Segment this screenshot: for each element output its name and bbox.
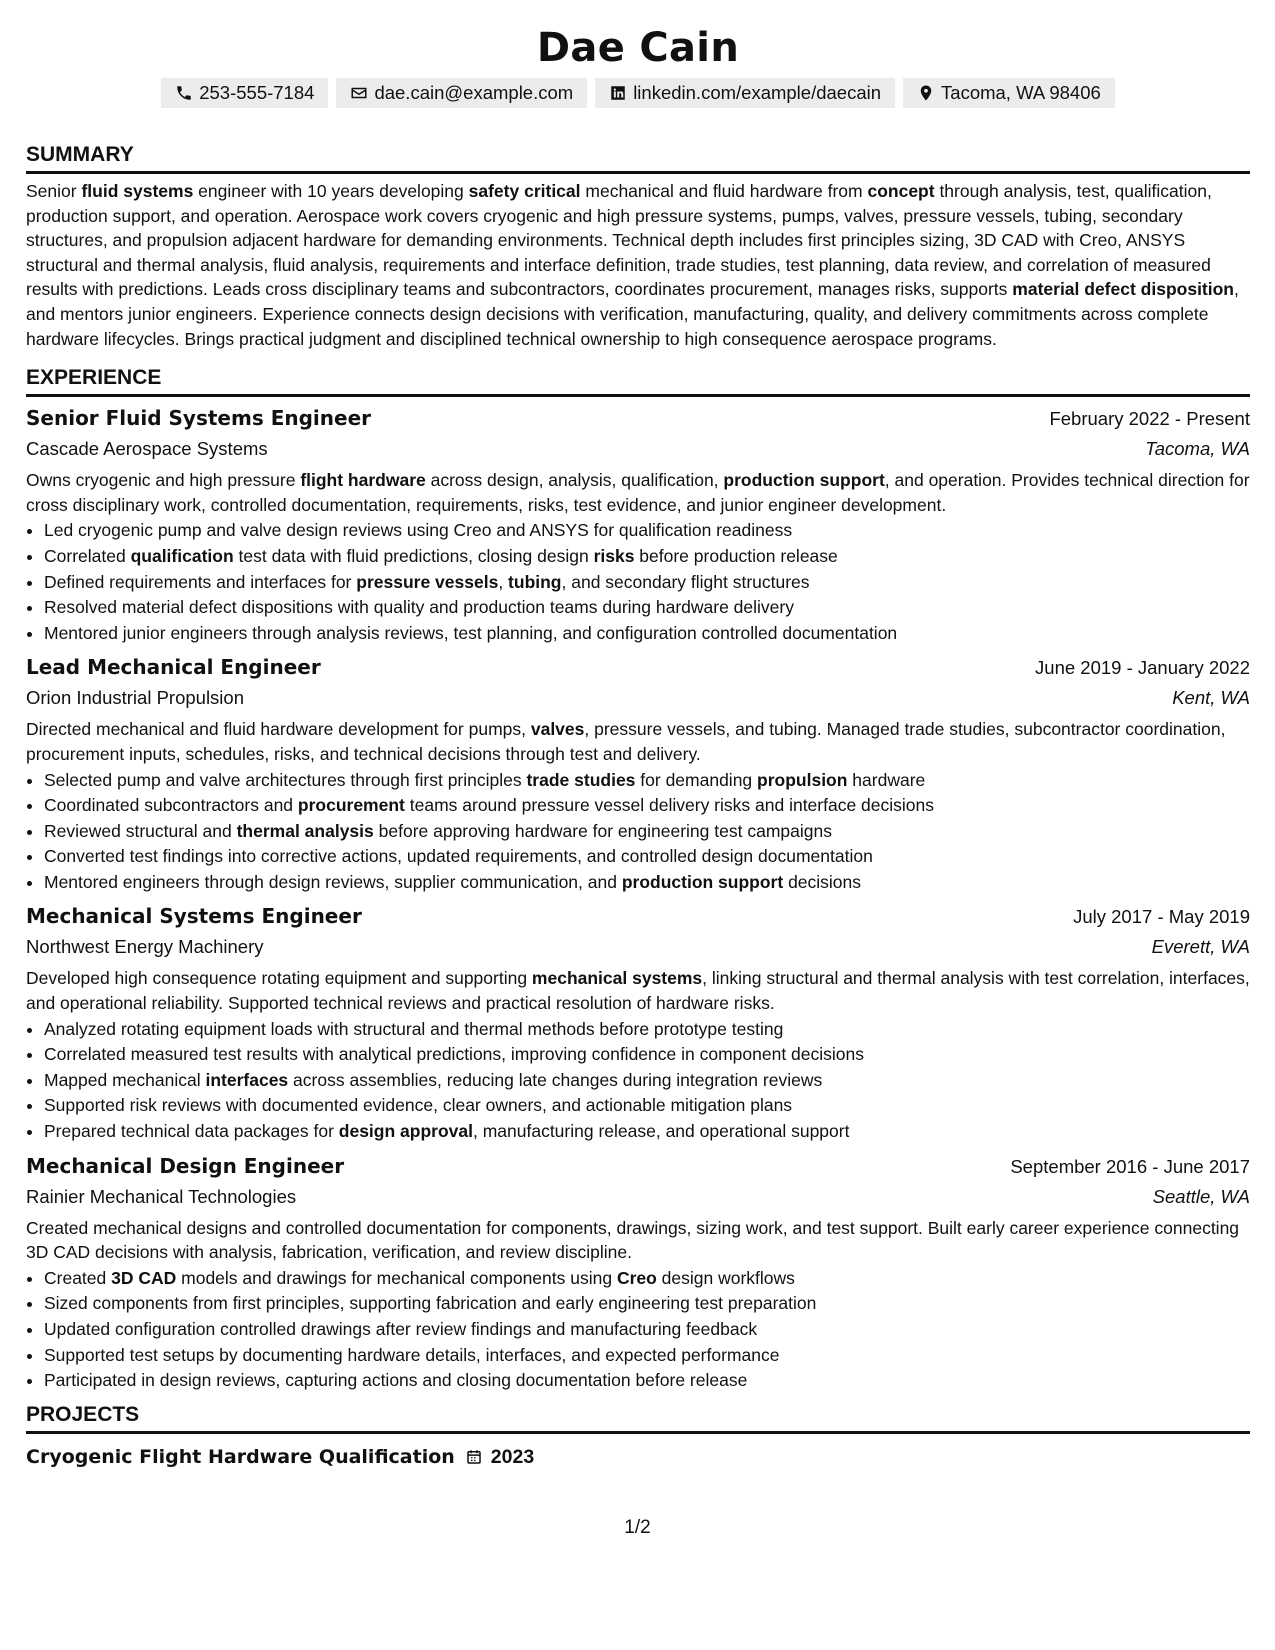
job-description: Owns cryogenic and high pressure flight hardware across design, analysis, qualification, production support, and operation. Provides technical direction for cross disciplinary work, controlled documentation, requirements, risks, test evidence, and junior engineer development.	[26, 470, 1250, 515]
bullet-item: • Analyzed rotating equipment loads with structural and thermal methods before prototype testing	[44, 1017, 1250, 1043]
phone-icon	[175, 84, 193, 102]
job-description: Directed mechanical and fluid hardware development for pumps, valves, pressure vessels, and tubing. Managed trade studies, subcontractor coordination, procurement inputs, schedules, risks, and technical decisions through test and delivery.	[26, 719, 1226, 764]
envelope-icon	[350, 84, 368, 102]
job-entry	[26, 1151, 1250, 1394]
bullet-item: • Participated in design reviews, capturing actions and closing documentation before release	[44, 1368, 1250, 1394]
job-dates: June 2019 - January 2022	[1035, 657, 1250, 679]
bullet-item: • Supported test setups by documenting hardware details, interfaces, and expected performance	[44, 1343, 1250, 1369]
contact-location-text: Tacoma, WA 98406	[941, 82, 1101, 103]
location-pin-icon	[917, 84, 935, 102]
experience-heading: EXPERIENCE	[26, 365, 1250, 397]
bullet-item: • Selected pump and valve architectures through first principles trade studies for demanding propulsion hardware	[44, 768, 1250, 794]
job-location: Seattle, WA	[1152, 1185, 1250, 1207]
contact-phone-text: 253-555-7184	[199, 82, 315, 103]
job-entry	[26, 403, 1250, 646]
contact-email-text: dae.cain@example.com	[374, 82, 574, 103]
linkedin-icon	[609, 84, 627, 102]
page-number: 1/2	[624, 1517, 651, 1538]
job-dates: July 2017 - May 2019	[1073, 906, 1250, 928]
bullet-item: • Reviewed structural and thermal analysis before approving hardware for engineering test campaigns	[44, 819, 1250, 845]
contact-bar	[26, 78, 1250, 108]
contact-phone[interactable]	[161, 78, 328, 108]
job-title: Senior Fluid Systems Engineer	[26, 406, 371, 431]
job-company: Rainier Mechanical Technologies	[26, 1185, 297, 1207]
job-description: Developed high consequence rotating equipment and supporting mechanical systems, linking structural and thermal analysis with test correlation, interfaces, and operational reliability. Supported technical reviews and practical resolution of hardware risks.	[26, 968, 1250, 1014]
job-location: Kent, WA	[1172, 687, 1250, 709]
candidate-name: Dae Cain	[536, 25, 740, 71]
job-bullets	[26, 768, 1250, 896]
bullet-item: • Created 3D CAD models and drawings for mechanical components using Creo design workflows	[44, 1266, 1250, 1292]
bullet-item: • Converted test findings into corrective actions, updated requirements, and controlled design documentation	[44, 844, 1250, 870]
summary-heading: SUMMARY	[26, 142, 1250, 174]
projects-heading: PROJECTS	[26, 1402, 1250, 1434]
bullet-item: • Mapped mechanical interfaces across assemblies, reducing late changes during integration reviews	[44, 1068, 1250, 1094]
job-bullets	[26, 1266, 1250, 1394]
bullet-item: • Resolved material defect dispositions with quality and production teams during hardware delivery	[44, 595, 1250, 621]
job-company: Orion Industrial Propulsion	[26, 687, 244, 709]
bullet-item: • Supported risk reviews with documented evidence, clear owners, and actionable mitigation plans	[44, 1093, 1250, 1119]
bullet-item: • Coordinated subcontractors and procurement teams around pressure vessel delivery risks and interface decisions	[44, 793, 1250, 819]
bullet-item: • Led cryogenic pump and valve design reviews using Creo and ANSYS for qualification readiness	[44, 518, 1250, 544]
project-year	[465, 1442, 534, 1472]
job-bullets	[26, 1017, 1250, 1145]
contact-linkedin-text: linkedin.com/example/daecain	[633, 82, 882, 103]
bullet-item: • Sized components from first principles, supporting fabrication and early engineering test preparation	[44, 1291, 1250, 1317]
summary-text: Senior fluid systems engineer with 10 years developing safety critical mechanical and fluid hardware from concept through analysis, test, qualification, production support, and operation. Aerospace work covers cryogenic and high pressure systems, pumps, valves, pressure vessels, tubing, secondary structures, and propulsion adjacent hardware for demanding environments. Technical depth includes first principles sizing, 3D CAD with Creo, ANSYS structural and thermal analysis, fluid analysis, requirements and interface definition, trade studies, test planning, data review, and correlation of measured results with predictions. Leads cross disciplinary teams and subcontractors, coordinates procurement, manages risks, supports material defect disposition, and mentors junior engineers. Experience connects design decisions with verification, manufacturing, quality, and delivery commitments across complete hardware lifecycles. Brings practical judgment and disciplined technical ownership to high consequence aerospace programs.	[26, 181, 1239, 349]
job-entry	[26, 901, 1250, 1144]
job-dates: February 2022 - Present	[1049, 408, 1250, 430]
job-location: Everett, WA	[1151, 936, 1250, 958]
bullet-item: • Prepared technical data packages for design approval, manufacturing release, and operational support	[44, 1119, 1250, 1145]
contact-email[interactable]	[336, 78, 587, 108]
contact-linkedin[interactable]	[595, 78, 895, 108]
job-bullets	[26, 518, 1250, 646]
project-entry	[26, 1442, 1250, 1472]
resume-page	[26, 22, 1250, 1472]
project-title: Cryogenic Flight Hardware Qualification	[26, 1445, 455, 1468]
bullet-item: • Updated configuration controlled drawings after review findings and manufacturing feedback	[44, 1317, 1250, 1343]
job-company: Northwest Energy Machinery	[26, 936, 264, 958]
job-title: Lead Mechanical Engineer	[26, 655, 321, 680]
job-title: Mechanical Systems Engineer	[26, 904, 362, 929]
job-location: Tacoma, WA	[1145, 438, 1250, 460]
job-description: Created mechanical designs and controlled documentation for components, drawings, sizing work, and test support. Built early career experience connecting 3D CAD decisions with analysis, fabrication, verification, and review discipline.	[26, 1217, 1240, 1263]
job-entry	[26, 652, 1250, 895]
contact-location	[903, 78, 1115, 108]
bullet-item: • Mentored junior engineers through analysis reviews, test planning, and configuration controlled documentation	[44, 621, 1250, 647]
job-dates: September 2016 - June 2017	[1010, 1155, 1250, 1177]
calendar-icon	[465, 1448, 483, 1466]
bullet-item: • Correlated measured test results with analytical predictions, improving confidence in component decisions	[44, 1042, 1250, 1068]
job-company: Cascade Aerospace Systems	[26, 438, 268, 460]
job-title: Mechanical Design Engineer	[26, 1153, 345, 1178]
bullet-item: • Correlated qualification test data with fluid predictions, closing design risks before production release	[44, 544, 1250, 570]
project-year-text: 2023	[490, 1445, 535, 1468]
bullet-item: • Defined requirements and interfaces for pressure vessels, tubing, and secondary flight structures	[44, 570, 1250, 596]
bullet-item: • Mentored engineers through design reviews, supplier communication, and production support decisions	[44, 870, 1250, 896]
